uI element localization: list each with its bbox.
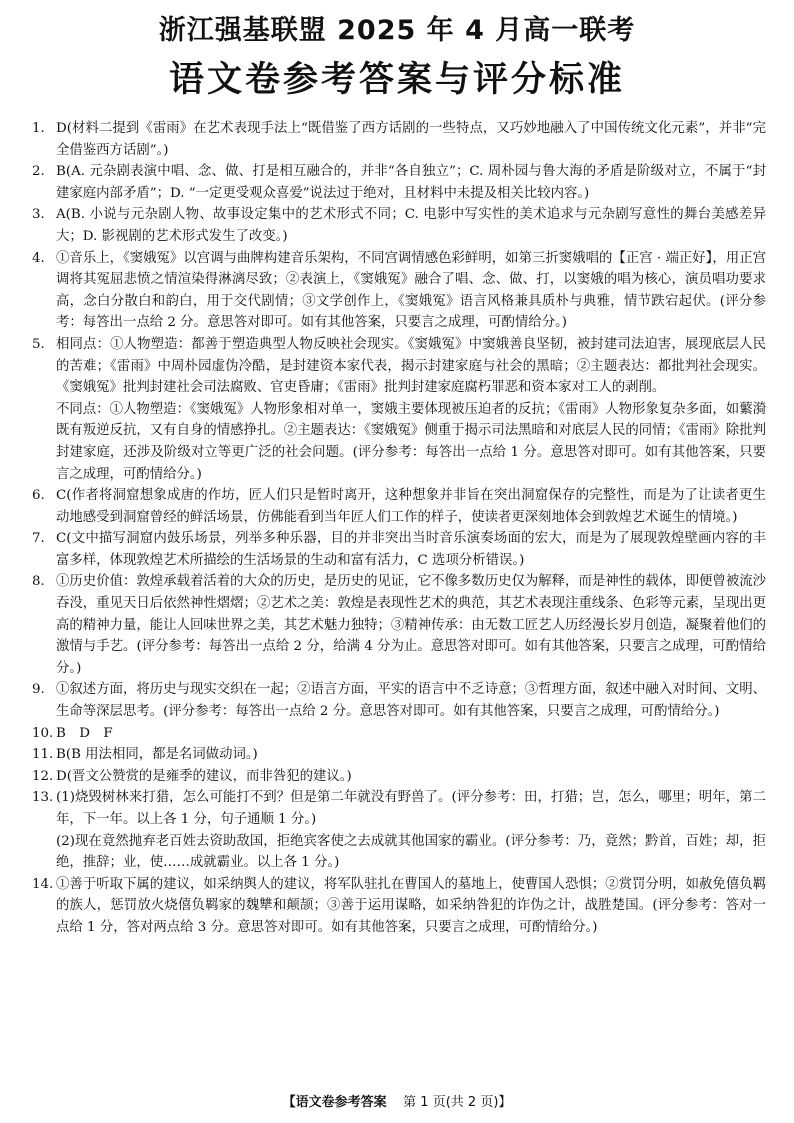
answer-text: 相同点：①人物塑造：都善于塑造典型人物反映社会现实。《窦娥冤》中窦娥善良坚韧，被封建司法迫害，展现底层人民的苦难；《雷雨》中周朴园虚伪冷酷，是封建资本家代表，揭示封建家庭与社会的黑暗；②主题表达：都批判社会现实。《窦娥冤》批判封建社会司法腐败、官吏昏庸；《雷雨》批判封建家庭腐朽罪恶和资本家对工人的剥削。 bbox=[56, 336, 766, 396]
answer-item bbox=[26, 744, 766, 766]
answer-item bbox=[26, 723, 766, 745]
footer-page-number: 第 1 页(共 2 页)】 bbox=[403, 1095, 512, 1110]
answer-item bbox=[26, 679, 766, 722]
answer-number: 2. bbox=[32, 164, 45, 180]
answer-text: ①历史价值：敦煌承载着活着的大众的历史，是历史的见证，它不像多数历史仅为解释，而是神性的载体，即便曾被流沙吞没，重见天日后依然神性熠熠；②艺术之美：敦煌是表现性艺术的典范，其艺术表现注重线条、色彩等元素，呈现出更高的精神力量，能让人回味世界之美，其艺术魅力独特；③精神传承：由无数工匠艺人历经漫长岁月创造，凝聚着他们的激情与手艺。(评分参考：每答出一点给 2 分，给满 4 分为止。意思答对即可。如有其他答案，只要言之成理，可酌情给分。) bbox=[56, 574, 766, 676]
answer-item bbox=[26, 118, 766, 161]
answer-text: D(晋文公赞赏的是雍季的建议，而非咎犯的建议。) bbox=[56, 768, 352, 784]
answer-number: 14. bbox=[32, 876, 54, 892]
answer-item bbox=[26, 874, 766, 939]
answer-item bbox=[26, 161, 766, 204]
answer-item bbox=[26, 485, 766, 528]
answer-number: 10. bbox=[32, 725, 54, 741]
answer-text: C(作者将洞窟想象成唐的作坊，匠人们只是暂时离开，这种想象并非旨在突出洞窟保存的完整性，而是为了让读者更生动地感受到洞窟曾经的鲜活场景，仿佛能看到当年匠人们工作的样子，使读者更深刻地体会到敦煌艺术诞生的情境。) bbox=[56, 488, 766, 525]
answer-text: ①音乐上，《窦娥冤》以宫调与曲牌构建音乐架构，不同宫调情感色彩鲜明，如第三折窦娥唱的【正宫 · 端正好】，用正宫调将其冤屈悲愤之情渲染得淋漓尽致；②表演上，《窦娥冤》融合了唱、念、做、打，以窦娥的唱为核心，演员唱功要求高，念白分散白和韵白，用于交代剧情；③文学创作上，《窦娥冤》语言风格兼具质朴与典雅，情节跌宕起伏。(评分参考：每答出一点给 2 分。意思答对即可。如有其他答案，只要言之成理，可酌情给分。) bbox=[56, 250, 766, 331]
answer-text: 不同点：①人物塑造：《窦娥冤》人物形象相对单一，窦娥主要体现被压迫者的反抗；《雷雨》人物形象复杂多面，如蘩漪既有叛逆反抗，又有自身的情感挣扎。②主题表达：《窦娥冤》侧重于揭示司法黑暗和对底层人民的同情；《雷雨》除批判封建家庭，还涉及阶级对立等更广泛的社会问题。(评分参考：每答出一点给 1 分。意思答对即可。如有其他答案，只要言之成理，可酌情给分。) bbox=[56, 401, 766, 482]
answer-number: 4. bbox=[32, 250, 45, 266]
answer-item bbox=[26, 204, 766, 247]
answer-text: (2)现在竟然抛弃老百姓去资助敌国，拒绝宾客使之去成就其他国家的霸业。(评分参考：乃，竟然；黔首，百姓；却，拒绝，推辞；业，使……成就霸业。以上各 1 分。) bbox=[56, 833, 766, 871]
answer-number: 13. bbox=[32, 790, 54, 806]
answer-text: D(材料二提到《雷雨》在艺术表现手法上“既借鉴了西方话剧的一些特点，又巧妙地融入了中国传统文化元素”，并非“完全借鉴西方话剧”。) bbox=[56, 121, 766, 158]
answer-number: 7. bbox=[32, 531, 45, 547]
page-footer bbox=[0, 1091, 794, 1110]
answer-number: 9. bbox=[32, 682, 45, 698]
answer-item bbox=[26, 571, 766, 679]
answer-item bbox=[26, 766, 766, 788]
answer-text: B(B 用法相同，都是名词做动词。) bbox=[56, 747, 258, 763]
answer-number: 12. bbox=[32, 768, 54, 784]
answer-number: 5. bbox=[32, 336, 45, 352]
answer-number: 3. bbox=[32, 207, 45, 223]
exam-title: 浙江强基联盟 2025 年 4 月高一联考 bbox=[158, 15, 636, 46]
answer-text: ①善于听取下属的建议，如采纳舆人的建议，将军队驻扎在曹国人的墓地上，使曹国人恐惧；②赏罚分明，如赦免僖负羁的族人，惩罚放火烧僖负羁家的魏犨和颠颉；③善于运用谋略，如采纳咎犯的诈伪之计，战胜楚国。(评分参考：答对一点给 1 分，答对两点给 3 分。意思答对即可。如有其他答案，只要言之成理，可酌情给分。) bbox=[56, 876, 766, 935]
answer-item bbox=[26, 248, 766, 334]
answer-item bbox=[26, 787, 766, 873]
answer-item bbox=[26, 528, 766, 571]
document-subtitle: 语文卷参考答案与评分标准 bbox=[168, 60, 625, 100]
answer-text: C(文中描写洞窟内鼓乐场景，列举多种乐器，目的并非突出当时音乐演奏场面的宏大，而是为了展现敦煌壁画内容的丰富多样，体现敦煌艺术所描绘的生活场景的生动和富有活力，C 选项分析错误。) bbox=[56, 531, 766, 568]
footer-doc-name: 【语文卷参考答案 bbox=[282, 1095, 387, 1110]
answer-text: A(B. 小说与元杂剧人物、故事设定集中的艺术形式不同；C. 电影中写实性的美术追求与元杂剧写意性的舞台美感差异大；D. 影视剧的艺术形式发生了改变。) bbox=[56, 207, 766, 244]
answer-text: B(A. 元杂剧表演中唱、念、做、打是相互融合的，并非“各自独立”；C. 周朴园与鲁大海的矛盾是阶级对立，不属于“封建家庭内部矛盾”；D. “一定更受观众喜爱”说法过于绝对，且材料中未提及相关比较内容。) bbox=[56, 164, 766, 201]
answer-number: 11. bbox=[32, 747, 54, 763]
answer-text: (1)烧毁树林来打猎，怎么可能打不到？但是第二年就没有野兽了。(评分参考：田，打猎；岂，怎么，哪里；明年，第二年，下一年。以上各 1 分，句子通顺 1 分。) bbox=[56, 790, 766, 827]
answer-text: ①叙述方面，将历史与现实交织在一起；②语言方面，平实的语言中不乏诗意；③哲理方面，叙述中融入对时间、文明、生命等深层思考。(评分参考：每答出一点给 2 分。意思答对即可。如有其他答案，只要言之成理，可酌情给分。) bbox=[56, 682, 766, 720]
answer-number: 8. bbox=[32, 574, 45, 590]
answer-number: 6. bbox=[32, 488, 45, 504]
answer-item bbox=[26, 334, 766, 485]
answer-list bbox=[26, 118, 766, 939]
answer-text: B D F bbox=[56, 725, 113, 741]
answer-number: 1. bbox=[32, 121, 45, 136]
